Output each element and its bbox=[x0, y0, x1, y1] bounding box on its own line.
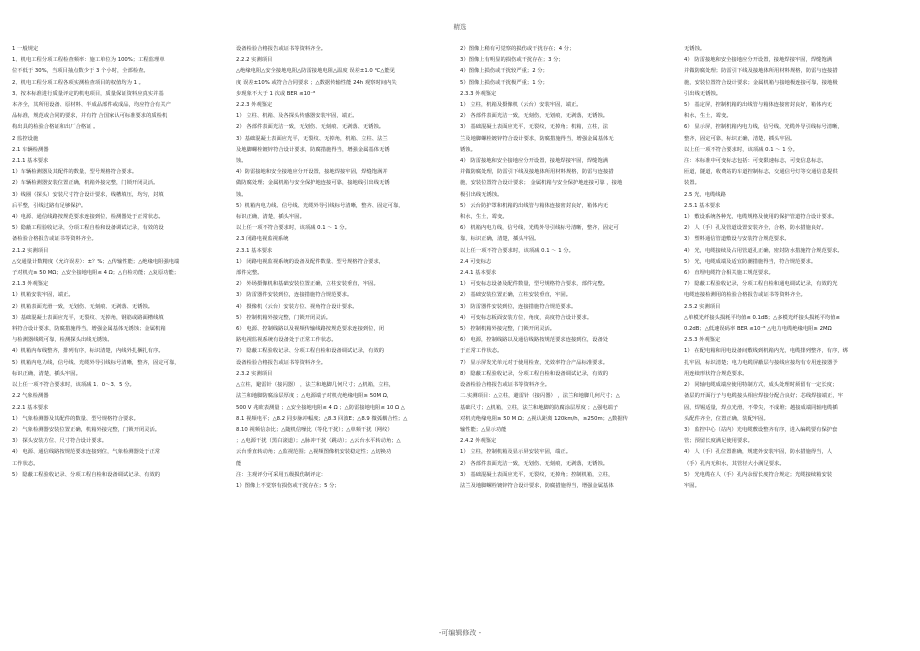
column-1 bbox=[12, 44, 224, 624]
text-line: 1）图像上不觉察有损伤或干扰存在；5 分； bbox=[236, 482, 340, 489]
text-line: 3） 塑料通信管道敷设与安装符合规范要求。 bbox=[684, 236, 790, 243]
text-line: 2.1.2 实测项目 bbox=[12, 247, 49, 254]
text-line: 蚀。 bbox=[236, 191, 247, 198]
text-line: 5） 控制机箱外接完整，门锁开闭灵活。 bbox=[236, 314, 332, 321]
text-line: 2.4 可变标志 bbox=[460, 258, 492, 265]
text-line: 极引出线无锈蚀。 bbox=[460, 191, 503, 198]
text-line: 5） 光电缆在人（手）孔内余留长度符合规定；光缆接续箱安装 bbox=[684, 471, 833, 478]
text-line: 步现象不大于 1 次或 BER ≤10⁻⁸ bbox=[236, 90, 316, 97]
text-line: 2.1.3 外观鉴定 bbox=[12, 281, 49, 288]
text-line: 6） 直埋电缆符合相关施工规范要求。 bbox=[684, 270, 774, 277]
text-line: 2.4.2 外观鉴定 bbox=[460, 438, 497, 445]
text-line: 5）机箱内电力线、信号线、光缆外导引线标号清晰，整齐、固定可靠， bbox=[236, 202, 404, 209]
column-4 bbox=[684, 44, 896, 624]
text-line: 3）线圈（探头）安装尺寸符合设计要求，线槽填压，均匀，封填 bbox=[12, 191, 164, 198]
text-line: 注：主观评分可采用五级损伤制评定： bbox=[236, 471, 327, 478]
text-line: 1） 在配电箱和用电设备间敷线到机箱内光，电缆排列整齐，有序，绑 bbox=[684, 348, 848, 355]
page-header: 精选 bbox=[453, 23, 467, 31]
text-line: 牢固。 bbox=[684, 482, 700, 489]
text-line: 以上任一项不符合要求时，该项减 0.1 ～ 1 分。 bbox=[684, 146, 798, 153]
text-line: 1） 立柱，控制机箱及显示屏安装牢固，端正。 bbox=[460, 449, 571, 456]
text-line: 2） 各部件表面光洁一致，无划伤、无刻痕，无剥落，无锈蚀。 bbox=[460, 460, 609, 467]
text-line: 7） 显示屏发光单元对于使用检查，光效率符合产品标准要求。 bbox=[460, 359, 609, 366]
text-line: 0.2dB；△低速误码率 BER ≤10⁻⁸ △电力电缆绝缘电阻≥ 2MΩ bbox=[684, 326, 832, 333]
text-line: 4） 可变标志板面安装方位，角度，高度符合设计要求。 bbox=[460, 314, 593, 321]
text-line: 以上任一项不符合要求时，该项减 0.1 ～ 1 分。 bbox=[236, 225, 350, 232]
text-line: 4）防雷接地和安全接地应分开设置，接地焊接牢固，焊缝饱满并 bbox=[236, 169, 388, 176]
text-line: 2） 气象检测器安装位置正确，机箱外接完整，门锁开闭灵活。 bbox=[12, 426, 161, 433]
text-line: 4） 电源、通信线路按规范要求连接到位，气象检测器处于正常 bbox=[12, 449, 161, 456]
text-line: 1） 气象检测器及其配件的数量、型号规格符合要求。 bbox=[12, 415, 139, 422]
text-line: 本齐全，其所用设备、原材料、半成品部件或成品，均应符合有关产 bbox=[12, 102, 171, 109]
text-line: 做防腐处理；金属机箱与安全保护地连接可靠，接地线引出线无锈 bbox=[236, 180, 390, 187]
text-line: 2.4.1 基本要求 bbox=[460, 270, 497, 277]
text-line: 匝道，隧道，收费站的车道控制标志，交通信号灯等交通信息提供 bbox=[684, 169, 838, 176]
text-line: 5） 控制机箱外接完整，门锁开闭灵活。 bbox=[460, 326, 556, 333]
text-line: 并做防腐处理，防雷引下线及接地体所用材料规格，防雷与连接措 bbox=[460, 169, 614, 176]
text-line: △交通量计数精度（允许误差）：±？%；△传输性能；△绝缘电阻强电端 bbox=[12, 258, 180, 265]
text-line: 料符合设计要求，防腐措施得当，增强金属基体无锈蚀；金属机箱 bbox=[12, 326, 166, 333]
text-line: 5） 云台防护罩和机箱的出线管与箱体连接密封良好，箱体内无 bbox=[460, 202, 609, 209]
text-line: 1 一般规定 bbox=[12, 46, 39, 52]
text-line: 输性能；△显示功能 bbox=[460, 426, 507, 433]
text-line: 4） 防雷接地和安全接地应分开设置，接地焊接牢固，焊缝饱满 bbox=[460, 158, 609, 165]
text-line: 2.1 车辆检测器 bbox=[12, 146, 49, 153]
text-line: 4） 人（手）孔位置准确，规建外安装牢固，防水措施得当，人 bbox=[684, 449, 833, 456]
text-line: 位不低于 30%，当项目抽点数少于 3 个小时，全部检查。 bbox=[12, 68, 149, 75]
text-line: △单模光纤接头损耗平均值≤ 0.1dB；△多模光纤接头损耗平均值≤ bbox=[684, 314, 840, 321]
text-line: 2.3.2 实测项目 bbox=[236, 370, 273, 377]
text-line: 标识正确，清楚，插头牢固。 bbox=[236, 214, 305, 221]
text-line: 1）机箱安装牢固，端正。 bbox=[12, 292, 74, 299]
text-line: 2.2.2 实测项目 bbox=[236, 57, 273, 64]
text-line: 1） 闭路电视监视系统的设备及配件数量、型号规格符合要求， bbox=[236, 258, 385, 265]
text-line: 7） 隐蔽工程验收记录，分项工程自检和通电调试记录，有效的光 bbox=[684, 281, 838, 288]
text-line: 5） 隐蔽工程验收记录、分项工程自检和设备调试记录、有效的 bbox=[12, 471, 161, 478]
text-line: 4） 防雷接地和安全接地应分开设置，接地焊接牢固，焊缝饱满 bbox=[684, 57, 833, 64]
text-line: 法兰和地脚防腐涂层厚度 ；△电源端子对机壳绝缘电阻≥ 50M Ω， bbox=[236, 393, 393, 400]
text-line: 设备检验合格报告或证书等资料齐全。 bbox=[460, 382, 551, 389]
text-line: 2、机电工程分项工程各项实测检查项目的权值均为 1 。 bbox=[12, 79, 144, 86]
text-line: 于正常工作状态。 bbox=[460, 348, 503, 355]
text-line: 2.5.3 外观鉴定 bbox=[684, 337, 721, 344]
text-line: 2） 同轴电缆成端应使用特制方式，成头处理时须留有一定长度； bbox=[684, 382, 838, 389]
text-line: 8.10 视频信杂比；△随机信噪比（等化干扰）；△单频干扰（网纹） bbox=[236, 426, 393, 433]
text-columns bbox=[12, 44, 908, 624]
text-line: 工作状态。 bbox=[12, 460, 39, 467]
text-line: 2）车辆检测器安装位置正确，机箱外接完整，门锁开闭灵活。 bbox=[12, 180, 159, 187]
column-2 bbox=[236, 44, 448, 624]
text-line: △立柱，避雷针（接闪器） ，法兰和地脚几何尺寸；△机箱，立柱， bbox=[236, 382, 395, 389]
text-line: 6） 电源，控制线路以及通信线路按规范要求连接到位，设备处 bbox=[460, 337, 609, 344]
text-line: 装置。 bbox=[684, 180, 700, 187]
text-line: 并做防腐处理；防雷引下线及接地体所用材料规格，防雷与连接措 bbox=[684, 68, 838, 75]
text-line: 1） 敷设系统各种光，电缆规格及使用的保护管道符合设计要求。 bbox=[684, 214, 838, 221]
text-line: 备检验合格报告或证书等资料齐全。 bbox=[12, 236, 97, 243]
text-line: 子对机壳≥ 50 MΩ；△安全接地电阻≤ 4 Ω；△自检功能；△复原功能； bbox=[12, 270, 180, 277]
text-line: 固，焊锡适量，焊点光滑，不带尖，不成堆；越接成端同轴电缆插 bbox=[684, 404, 838, 411]
text-line: 2.2.1 基本要求 bbox=[12, 404, 49, 411]
text-line: 后平整，引线过路有足够保护。 bbox=[12, 202, 87, 209]
text-line: 3）基础混凝土表面应光平，无裂纹、无掉角，钢筋或路面槽线填 bbox=[12, 314, 164, 321]
text-line: 以上任一项不符合要求时，该项减 1．0～3．5 分。 bbox=[12, 382, 135, 389]
text-line: 4）图像上损伤或干扰较严重；2 分； bbox=[460, 68, 548, 75]
text-line: 品标准，规范或合同的要求，并有符 合国家认可标准要求的质检机 bbox=[12, 113, 168, 120]
text-line: 4） 摄像机（云台）安装方位、视角符合设计要求。 bbox=[236, 303, 358, 310]
text-line: 以上任一项不符合要求时，该项减 0.1 ～ 1 分。 bbox=[460, 247, 574, 254]
text-line: 2） 各部件表面光洁一致，无划伤、无刻痕、无剥落、无锈蚀。 bbox=[236, 124, 385, 131]
text-line: 5）机箱内电力线，信号线、光缆外导引线标号清晰，整齐，固定可靠， bbox=[12, 359, 180, 366]
text-line: 5）隐蔽工程验收记录，分项工程自检和设备调试记录，有效的设 bbox=[12, 225, 164, 232]
text-line: 设备检验合格报告或证书等资料齐全。 bbox=[236, 46, 327, 52]
text-line: 1）车辆检测器及其配件的数量，型号规格符合要求。 bbox=[12, 169, 138, 176]
text-line: 头配件齐全，位置正确，装配牢固。 bbox=[684, 415, 769, 422]
text-line: 云台垂直转动角；△监视范围；△视频图像机安装稳定性；△切换功 bbox=[236, 449, 392, 456]
text-line: 蚀。 bbox=[236, 158, 247, 165]
text-line: 3） 基础混凝土表面应光平，无裂纹，无掉角；机箱，立柱，法 bbox=[460, 124, 609, 131]
text-line: 施，安装位置符合设计要求； 金属机箱与安全保护地连接可靠 ，接地 bbox=[460, 180, 623, 187]
text-line: 管；预留长度满足使用要求。 bbox=[684, 438, 753, 445]
text-line: 能 bbox=[236, 460, 242, 467]
text-line: 2.3.3 外观鉴定 bbox=[460, 90, 497, 97]
text-line: 2.2.3 外观鉴定 bbox=[236, 102, 273, 109]
text-line: 积水，生土，霉变。 bbox=[684, 113, 732, 120]
text-line: 2）机箱表面光滑一致，无划伤、无刻痕、无剥落、无锈蚀。 bbox=[12, 303, 154, 310]
text-line: 5） 光，电缆成端及适宜防潮措施得当，符合规范要求。 bbox=[684, 258, 817, 265]
text-line: 积水，生土，霉变。 bbox=[460, 214, 508, 221]
text-line: 2.3 闭路电视监视系统 bbox=[236, 236, 289, 243]
text-line: （手）孔内无积水，其管径大小满足要求。 bbox=[684, 460, 785, 467]
text-line: 2.1.1 基本要求 bbox=[12, 158, 49, 165]
text-line: 构出具的检验合格证和出厂合格证 。 bbox=[12, 124, 99, 131]
text-line: 法兰及地脚螺栓镀锌符合设计要求，防腐措施得当，增强金属基体 bbox=[460, 482, 614, 489]
text-line: 5）图像上损伤或干扰极严重；1 分； bbox=[460, 79, 548, 86]
text-line: 基础尺寸；△机箱，立柱，法兰和地脚的防腐涂层厚度 ；△强电端子 bbox=[460, 404, 619, 411]
text-line: 标识正确，清楚，插头牢固。 bbox=[12, 370, 81, 377]
text-line: 3） 探头安装方位、尺寸符合设计要求。 bbox=[12, 438, 108, 445]
text-line: 4） 光，电缆接续及占用管道孔正确，密封防水措施符合规范要求。 bbox=[684, 247, 843, 254]
text-line: 2）图像上稍有可觉察的损伤或干扰存在；4 分； bbox=[460, 46, 575, 52]
text-line: 1、机电工程分项工程检查频率：施工单位为 100%；工程监理单 bbox=[12, 57, 165, 64]
text-line: 注：本标准中可变标志包括：可变限速标志，可变信息标志， bbox=[684, 158, 828, 165]
text-line: △绝缘电阻△安全接地电阻△防雷接地电阻△温度 误差±1.0 ℃△能见 bbox=[236, 68, 396, 75]
text-line: ；△电源干扰（黑白滚道）；△脉冲干扰（跳动）；△云台水平转动角；△ bbox=[236, 438, 401, 445]
text-line: 部件完整。 bbox=[236, 270, 263, 277]
text-line: 2） 各部件表面光洁一致，无刻伤，无划痕，无剥落，无锈蚀。 bbox=[460, 113, 609, 120]
text-line: 3） 基础混凝土表面应光平，无裂纹，无掉角；控制机箱，立柱， bbox=[460, 471, 614, 478]
text-line: 2.5 光，电缆线路 bbox=[684, 191, 726, 198]
text-line: 6） 显示屏，控制机箱内电力线，信号线，光缆外导引线标号清晰， bbox=[684, 124, 843, 131]
text-line: 1） 立柱，机箱及摄像机（云台）安装牢固，端正。 bbox=[460, 102, 582, 109]
text-line: 设备检验合格报告或证书等资料齐全。 bbox=[236, 359, 327, 366]
text-line: 2） 人（手）孔及管道设置安装齐全，合格，防水措施良好。 bbox=[684, 225, 827, 232]
text-line: 2.3.1 基本要求 bbox=[236, 247, 273, 254]
text-line: 5） 基定屏，控制机箱的出线管与箱体连接密封良好，箱体内无 bbox=[684, 102, 833, 109]
text-line: 2.5.1 基本要求 bbox=[684, 202, 721, 209]
text-line: 对机壳绝缘电阻≥ 50 M Ω；△视认距离 120km/h，≥250m；△数据传 bbox=[460, 415, 628, 422]
text-line: 路电视监视系统有设备处于正常工作状态。 bbox=[236, 337, 337, 344]
page-footer: -可编辑修改 - bbox=[438, 629, 482, 637]
text-line: 6） 机箱内电力线，信号线，光缆外导引线标号清晰，整齐，固定可 bbox=[460, 225, 619, 232]
text-line: 锈蚀。 bbox=[460, 146, 476, 153]
text-line: 2） 基础安装位置正确，立柱安装垂直，牢固。 bbox=[460, 292, 571, 299]
text-line: 4）电源、通信线路按规范要求连接到位，检测器处于正常状态。 bbox=[12, 214, 164, 221]
text-line: 整齐，固定可靠，标识正确，清楚，插头牢固。 bbox=[684, 135, 796, 142]
text-line: 500 V 兆欧表测量 ；△安全接地电阻≤ 4 Ω ；△防雷接地电阻≤ 10 Ω △ bbox=[236, 404, 405, 411]
text-line: 7） 隐蔽工程验收记录、分项工程自检和设备调试记录，有效的 bbox=[236, 348, 385, 355]
text-line: 2.2 气象检测器 bbox=[12, 393, 49, 400]
text-line: 靠，标识正确，清楚，插头牢固。 bbox=[460, 236, 540, 243]
text-line: 施，安装位置符合设计要求；金属机箱与接地极连接可靠，接地极 bbox=[684, 79, 838, 86]
text-line: 扎牢固，标识清楚；电力电缆屏蔽层与接线应接均有专用连接器予 bbox=[684, 359, 838, 366]
text-line: 引出线无锈蚀。 bbox=[684, 90, 722, 97]
column-3 bbox=[460, 44, 672, 624]
text-line: 8） 隐蔽工程验收记录，分项工程自检和设备调试记录，有效的 bbox=[460, 370, 609, 377]
text-line: 兰及地脚螺栓镀锌符合设计要求，防腐措施得当，增强金属基体无 bbox=[460, 135, 614, 142]
text-line: 与检测器线缆可靠，检测探头出线无锈蚀。 bbox=[12, 337, 113, 344]
text-line: 3） 防雷器件安装到位，连接措施符合规范要求。 bbox=[460, 303, 577, 310]
text-line: 3、按本标准进行质量评定的机电项目，质量保证资料应真实并基 bbox=[12, 90, 164, 97]
text-line: 1） 立柱、机箱、及各探头传感器安装牢固，端正。 bbox=[236, 113, 358, 120]
text-line: 无锈蚀。 bbox=[684, 46, 706, 52]
text-line: 1） 可变标志设备及配件数量，型号规格符合要求，部件完整。 bbox=[460, 281, 609, 288]
text-line: 备层的开面行子与电缆接头相应焊接分配合良好；芯线焊接端正，牢 bbox=[684, 393, 843, 400]
text-line: 二.实测项目：△立柱，避雷针（接闪器） ，法兰和地脚几何尺寸；△ bbox=[460, 393, 620, 400]
text-line: 2.5.2 实测项目 bbox=[684, 303, 721, 310]
text-line: 用连续形状符合规范要求。 bbox=[684, 370, 748, 377]
text-line: 3） 监控中心（站内）光电缆敷设整齐有序，进入编缆要有保护套 bbox=[684, 426, 838, 433]
text-line: 电缆连接检测用的检验合格报告或证书等资料齐全。 bbox=[684, 292, 806, 299]
text-line: 6） 电源、控制线路以及视频传输线路按规范要求连接到位，闭 bbox=[236, 326, 385, 333]
text-line: 及地脚螺栓镀锌符合设计要求，防腐措施得当，增强金属基体无锈 bbox=[236, 146, 390, 153]
text-line: 3）基础混凝土表面应光平，无裂纹、无掉角，机箱、立柱、法兰 bbox=[236, 135, 388, 142]
text-line: 2 监控设施 bbox=[12, 135, 39, 142]
text-line: 2） 外场摄像机和基础安装位置正确，立柱安装垂直，牢固。 bbox=[236, 281, 379, 288]
text-line: 4）机箱内布线整齐，排列有序，标识清楚，内线外扎捆扎有序。 bbox=[12, 348, 164, 355]
text-line: 8.1 视频电平；△8.2 同步脉冲幅度；△8.3 回波E；△8.9 微弧耦合性；△ bbox=[236, 415, 408, 422]
text-line: 度 误差±10% 或符合合同要求 ；△数据传输性能 24h 观察时间内失 bbox=[236, 79, 397, 86]
text-line: 3）图像上有明显的损伤或干扰存在；3 分； bbox=[460, 57, 564, 64]
text-line: 3） 防雷器件安装到位，连接措施符合规范要求。 bbox=[236, 292, 353, 299]
